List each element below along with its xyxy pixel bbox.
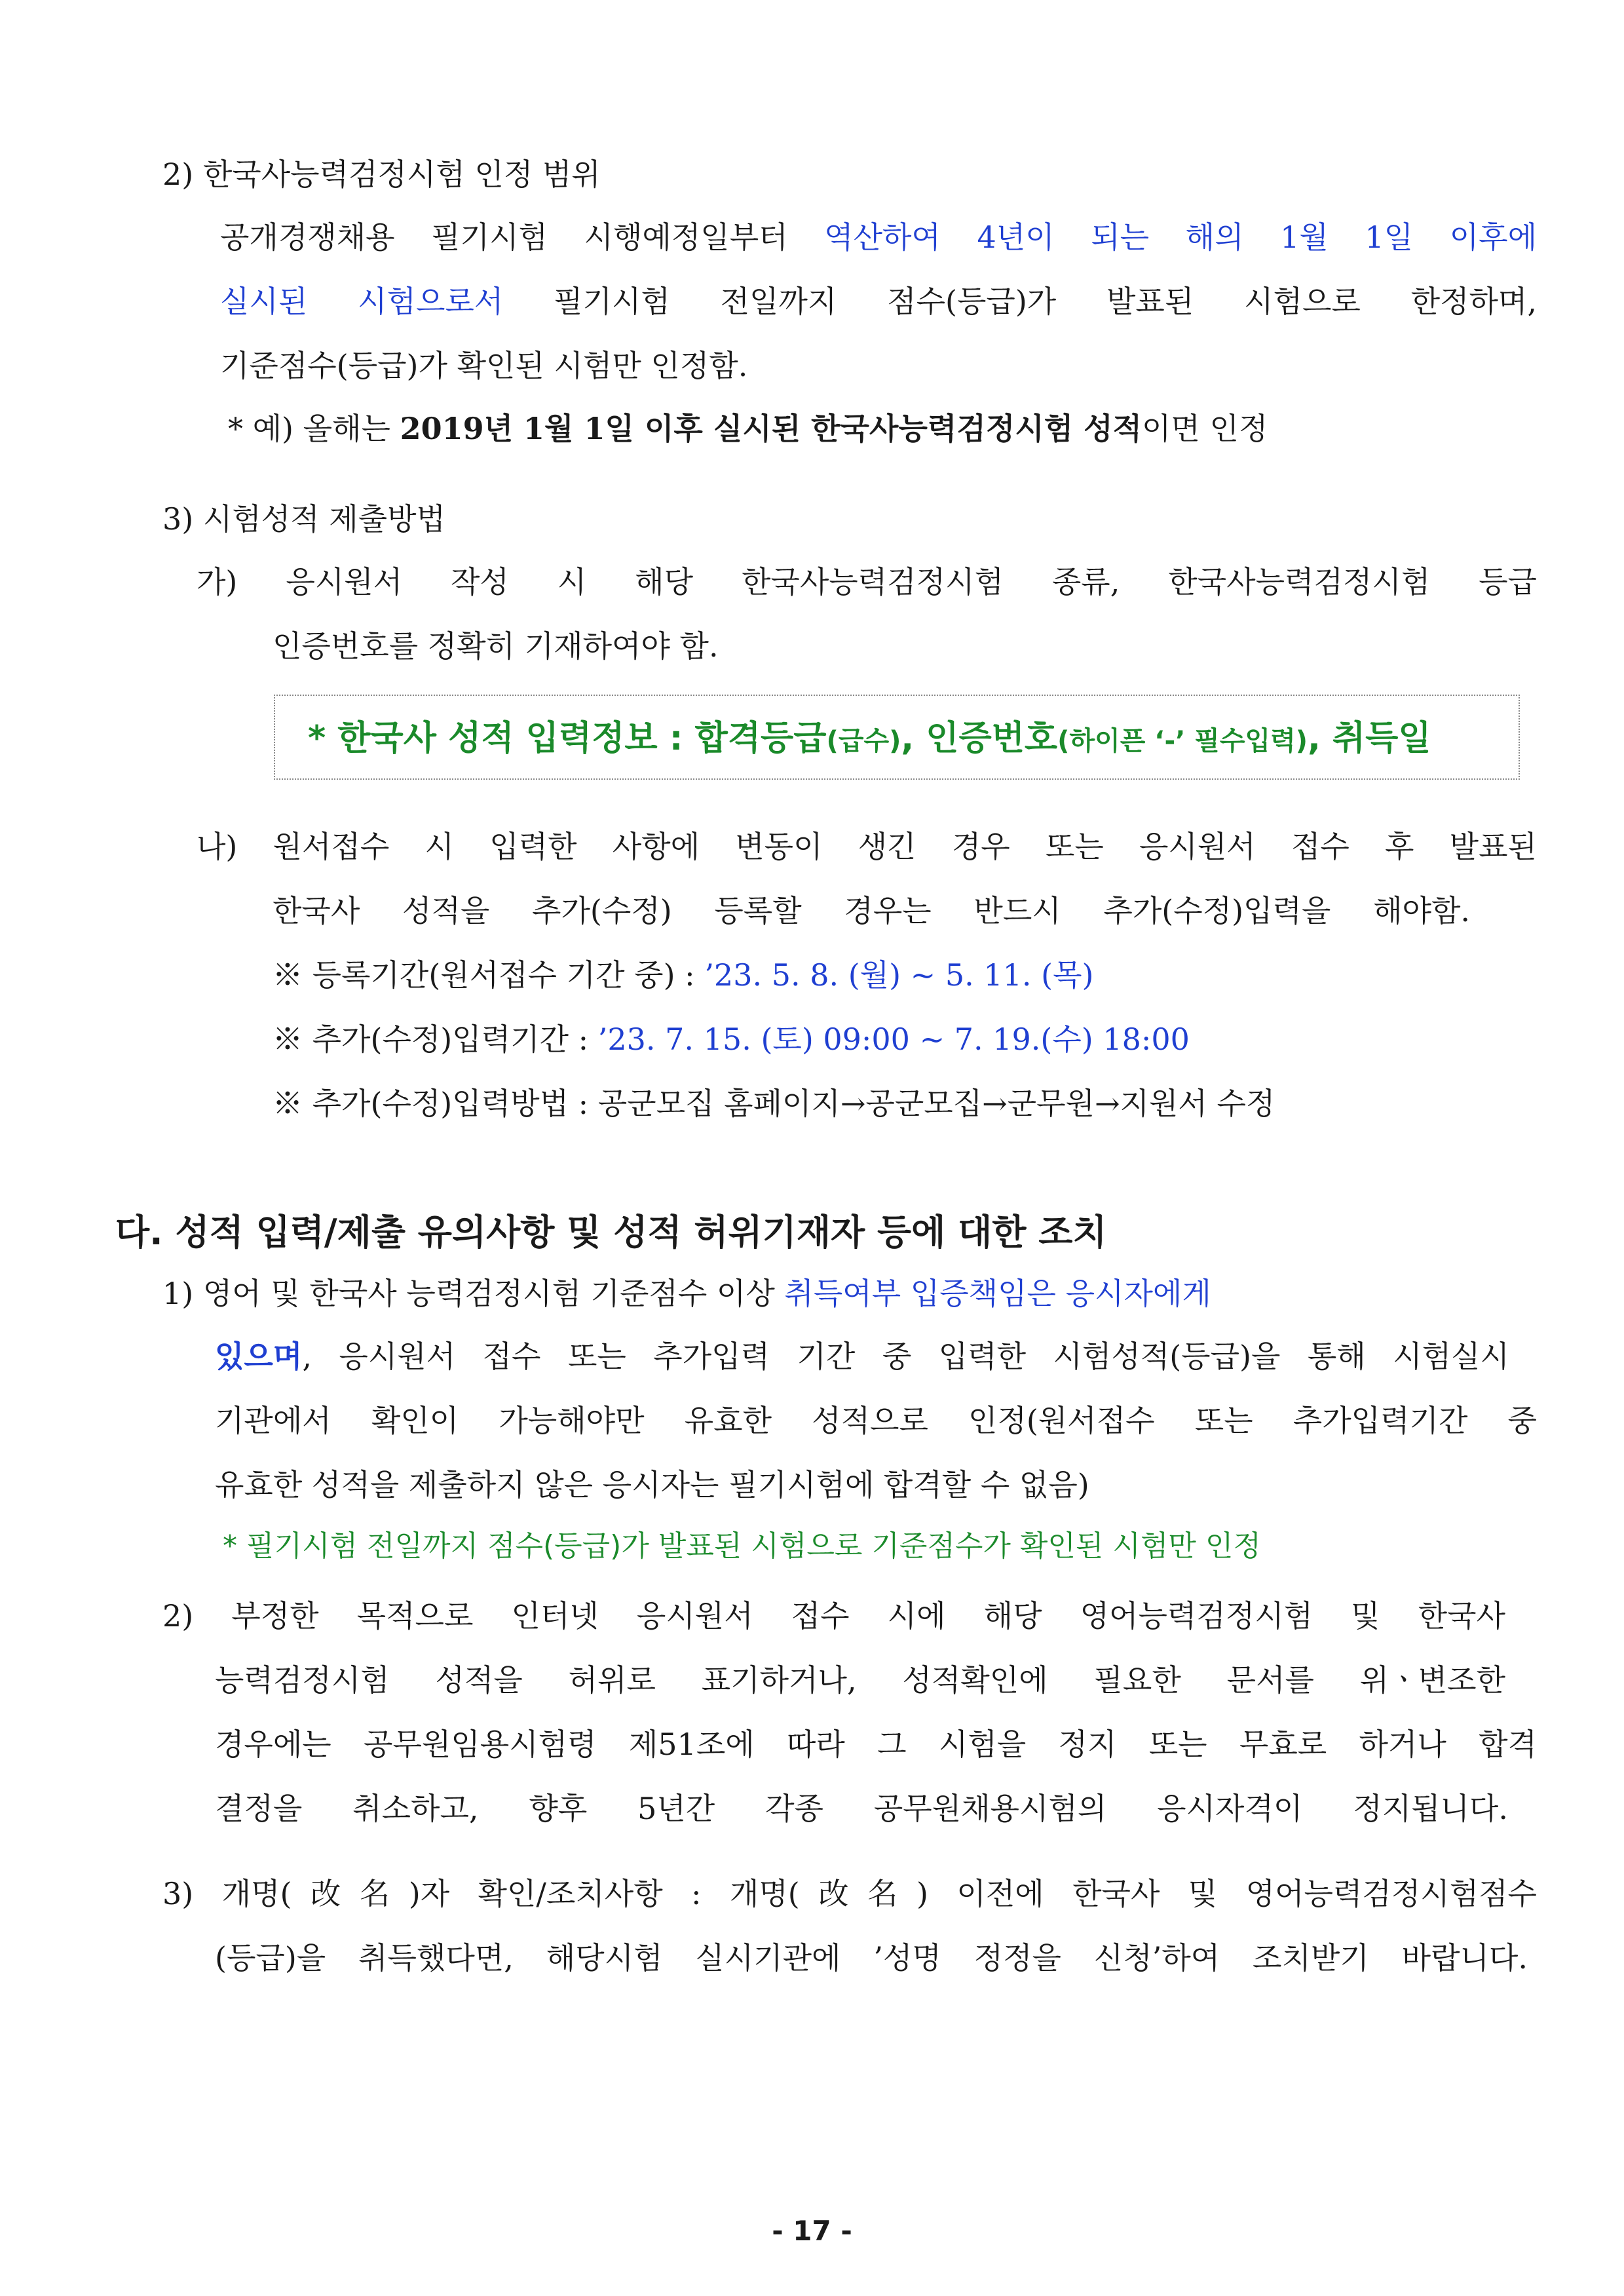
item-na-line-1: 나) 원서접수 시 입력한 사항에 변동이 생긴 경우 또는 응시원서 접수 후 발표된	[197, 829, 1537, 864]
text: , 취득일	[1308, 719, 1431, 758]
para-1-line-4: 유효한 성적을 제출하지 않은 응시자는 필기시험에 합격할 수 없음)	[215, 1467, 1089, 1502]
score-info-box	[274, 695, 1520, 780]
text: * 예) 올해는	[228, 411, 400, 446]
text: ※ 추가(수정)입력기간 :	[273, 1022, 598, 1057]
bold-text: 2019년 1월 1일 이후 실시된 한국사능력검정시험 성적	[400, 411, 1142, 446]
para-1-note: * 필기시험 전일까지 점수(등급)가 발표된 시험으로 기준점수가 확인된 시험만 인정	[223, 1529, 1261, 1563]
item-ga-line-1: 가) 응시원서 작성 시 해당 한국사능력검정시험 종류, 한국사능력검정시험 등급	[197, 564, 1537, 600]
text: , 응시원서 접수 또는 추가입력 기간 중 입력한 시험성적(등급)을 통해 시험실시	[302, 1339, 1509, 1374]
item-ga-line-2: 인증번호를 정확히 기재하여야 함.	[273, 628, 719, 664]
date-text: ’23. 7. 15. (토) 09:00 ~ 7. 19.(수) 18:00	[597, 1022, 1190, 1057]
page-number: - 17 -	[772, 2215, 852, 2247]
section-da-heading: 다. 성적 입력/제출 유의사항 및 성적 허위기재자 등에 대한 조치	[115, 1212, 1107, 1253]
para-2-line-1: 2) 부정한 목적으로 인터넷 응시원서 접수 시에 해당 영어능력검정시험 및 한국사	[162, 1598, 1505, 1634]
highlight-text: 있으며	[215, 1339, 303, 1374]
small-text: (급수)	[826, 726, 901, 756]
section-3-heading: 3) 시험성적 제출방법	[162, 501, 445, 537]
para-3-line-1: 3) 개명(改名)자 확인/조치사항 : 개명(改名) 이전에 한국사 및 영어능력검정시험점수	[162, 1876, 1537, 1911]
text: * 한국사 성적 입력정보 : 합격등급	[308, 719, 827, 758]
additional-input-method: ※ 추가(수정)입력방법 : 공군모집 홈페이지→공군모집→군무원→지원서 수정	[273, 1086, 1275, 1121]
highlight-text: 역산하여 4년이 되는 해의 1월 1일 이후에	[824, 220, 1538, 255]
text: ※ 등록기간(원서접수 기간 중) :	[273, 957, 705, 993]
section-2-line-3: 기준점수(등급)가 확인된 시험만 인정함.	[220, 348, 748, 383]
section-2-note	[228, 409, 1268, 448]
text: 필기시험 전일까지 점수(등급)가 발표된 시험으로 한정하며,	[503, 284, 1537, 319]
date-text: ’23. 5. 8. (월) ~ 5. 11. (목)	[704, 957, 1094, 993]
item-na-line-2: 한국사 성적을 추가(수정) 등록할 경우는 반드시 추가(수정)입력을 해야함.	[273, 893, 1470, 928]
para-1-line-2	[215, 1337, 1509, 1376]
text: 공개경쟁채용 필기시험 시행예정일부터	[220, 220, 825, 255]
text: 1) 영어 및 한국사 능력검정시험 기준점수 이상	[162, 1276, 785, 1311]
para-3-line-2: (등급)을 취득했다면, 해당시험 실시기관에 ’성명 정정을 신청’하여 조치받기 바랍니다.	[215, 1940, 1528, 1976]
registration-period	[273, 955, 1093, 995]
score-info-text	[308, 717, 1431, 763]
highlight-text: 취득여부 입증책임은 응시자에게	[784, 1276, 1211, 1311]
para-2-line-3: 경우에는 공무원임용시험령 제51조에 따라 그 시험을 정지 또는 무효로 하거나 합격	[215, 1727, 1537, 1762]
highlight-text: 실시된 시험으로서	[220, 284, 504, 319]
text: , 인증번호	[901, 719, 1058, 758]
section-2-heading: 2) 한국사능력검정시험 인정 범위	[162, 157, 601, 192]
para-2-line-4: 결정을 취소하고, 향후 5년간 각종 공무원채용시험의 응시자격이 정지됩니다.	[215, 1791, 1508, 1826]
text: 이면 인정	[1141, 411, 1268, 446]
section-2-line-2	[220, 282, 1537, 321]
para-1-line-3: 기관에서 확인이 가능해야만 유효한 성적으로 인정(원서접수 또는 추가입력기간 중	[215, 1403, 1537, 1438]
para-2-line-2: 능력검정시험 성적을 허위로 표기하거나, 성적확인에 필요한 문서를 위ㆍ변조한	[215, 1662, 1505, 1698]
section-2-line-1	[220, 218, 1537, 257]
additional-input-period	[273, 1020, 1190, 1059]
small-text: (하이픈 ‘-’ 필수입력)	[1057, 726, 1308, 756]
para-1-line-1	[162, 1274, 1211, 1313]
